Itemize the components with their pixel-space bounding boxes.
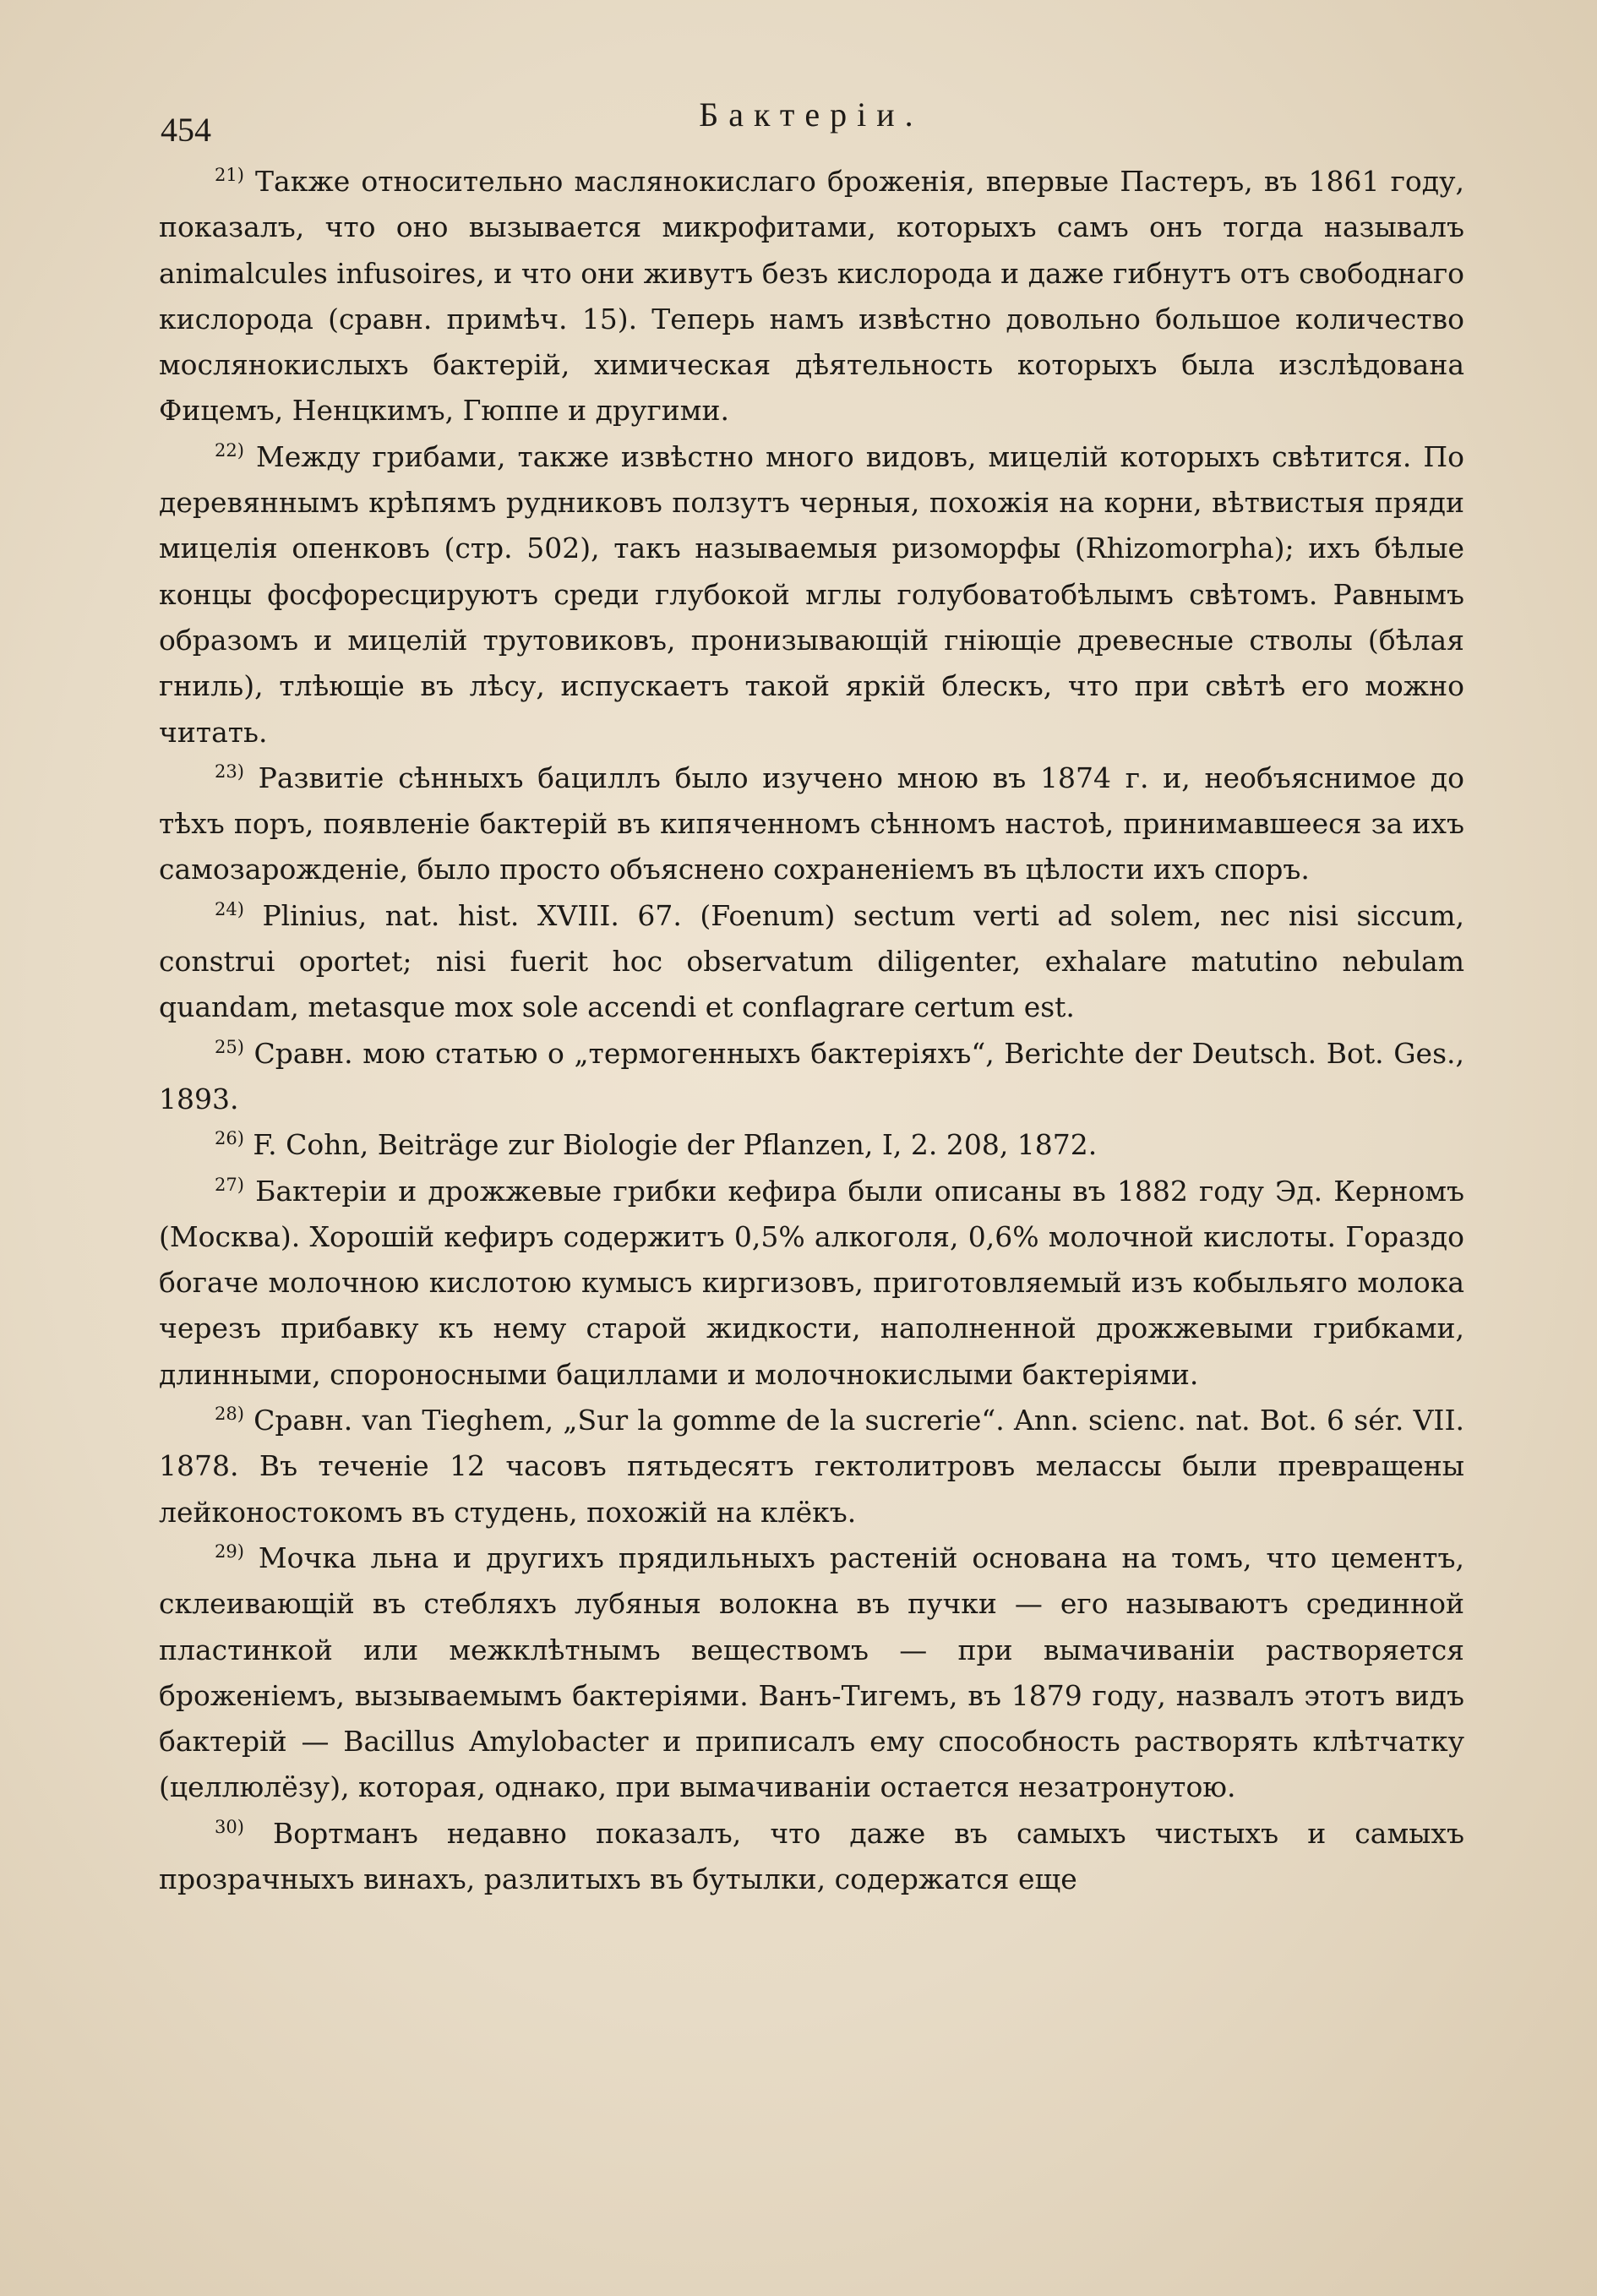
footnote-number: 29)	[215, 1541, 244, 1562]
footnote-number: 22)	[215, 439, 244, 461]
page-number: 454	[161, 111, 211, 149]
footnote-text: Сравн. мою статью о „термогенныхъ бактеріяхъ“, Berichte der Deutsch. Bot. Ges., 1893.	[159, 1036, 1464, 1115]
footnote-text: Мочка льна и другихъ прядильныхъ растеній основана на томъ, что цементъ, склеивающій въ стебляхъ лубяныя волокна въ пучки — его называютъ срединной пластинкой или межклѣтнымъ веществомъ — при вымачиваніи растворяется броженіемъ, вызываемымъ бактеріями. Ванъ-Тигемъ, въ 1879 году, назвалъ этотъ видъ бактерій — Bacillus Amylobacter и приписалъ ему способность растворять клѣтчатку (целлюлёзу), которая, однако, при вымачиваніи остается незатронутою.	[159, 1541, 1464, 1804]
footnote-number: 24)	[215, 898, 244, 919]
footnote-25	[159, 1031, 1464, 1123]
footnote-text: Между грибами, также извѣстно много видовъ, мицелій которыхъ свѣтится. По деревяннымъ крѣпямъ рудниковъ ползутъ черныя, похожія на корни, вѣтвистыя пряди мицелія опенковъ (стр. 502), такъ называемыя ризоморфы (Rhizomorpha); ихъ бѣлые концы фосфоресцируютъ среди глубокой мглы голубоватобѣлымъ свѣтомъ. Равнымъ образомъ и мицелій трутовиковъ, пронизывающій гніющіе древесные стволы (бѣлая гниль), тлѣющіе въ лѣсу, испускаетъ такой яркій блескъ, что при свѣтѣ его можно читать.	[159, 439, 1464, 749]
footnote-23	[159, 755, 1464, 893]
footnote-text: F. Cohn, Beiträge zur Biologie der Pflanzen, I, 2. 208, 1872.	[253, 1128, 1098, 1162]
footnote-text: Вортманъ недавно показалъ, что даже въ самыхъ чистыхъ и самыхъ прозрачныхъ винахъ, разлитыхъ въ бутылки, содержатся еще	[159, 1816, 1465, 1895]
running-title: Бактеріи.	[699, 95, 924, 134]
footnote-text: Plinius, nat. hist. XVIII. 67. (Foenum) sectum verti ad solem, nec nisi siccum, construi oportet; nisi fuerit hoc observatum diligenter, exhalare matutino nebulam quandam, metasque mox sole accendi et conflagrare certum est.	[159, 898, 1464, 1024]
footnote-text: Сравн. van Tieghem, „Sur la gomme de la sucrerie“. Ann. scienc. nat. Bot. 6 sér. VII. 1878. Въ теченіе 12 часовъ пятьдесятъ гектолитровъ мелассы были превращены лейконостокомъ въ студень, похожій на клёкъ.	[159, 1404, 1464, 1529]
footnotes-block	[159, 159, 1464, 1902]
footnote-number: 25)	[215, 1036, 244, 1057]
footnote-27	[159, 1169, 1464, 1398]
footnote-number: 27)	[215, 1174, 244, 1195]
footnote-number: 21)	[215, 165, 244, 185]
footnote-number: 28)	[215, 1404, 244, 1425]
footnote-21	[159, 159, 1464, 434]
footnote-text: Бактеріи и дрожжевые грибки кефира были описаны въ 1882 году Эд. Керномъ (Москва). Хорошій кефиръ содержитъ 0,5% алкоголя, 0,6% молочной кислоты. Гораздо богаче молочною кислотою кумысъ киргизовъ, приготовляемый изъ кобыльяго молока черезъ прибавку къ нему старой жидкости, наполненной дрожжевыми грибками, длинными, спороносными бациллами и молочнокислыми бактеріями.	[159, 1174, 1464, 1391]
footnote-text: Развитіе сѣнныхъ бациллъ было изучено мною въ 1874 г. и, необъяснимое до тѣхъ поръ, появленіе бактерій въ кипяченномъ сѣнномъ настоѣ, принимавшееся за ихъ самозарожденіе, было просто объяснено сохраненіемъ въ цѣлости ихъ споръ.	[159, 761, 1464, 886]
footnote-26	[159, 1122, 1464, 1168]
footnote-24	[159, 893, 1464, 1031]
footnote-30	[159, 1811, 1464, 1903]
footnote-28	[159, 1398, 1464, 1535]
footnote-number: 26)	[215, 1128, 244, 1149]
footnote-22	[159, 434, 1464, 755]
footnote-text: Также относительно маслянокислаго броженія, впервые Пастеръ, въ 1861 году, показалъ, что оно вызывается микрофитами, которыхъ самъ онъ тогда называлъ animalcules infusoires, и что они живутъ безъ кислорода и даже гибнутъ отъ свободнаго кислорода (сравн. примѣч. 15). Теперь намъ извѣстно довольно большое количество мослянокислыхъ бактерій, химическая дѣятельность которыхъ была изслѣдована Фицемъ, Ненцкимъ, Гюппе и другими.	[159, 165, 1464, 428]
footnote-number: 30)	[215, 1816, 244, 1837]
page-header	[161, 95, 1462, 154]
footnote-number: 23)	[215, 761, 244, 782]
footnote-29	[159, 1535, 1464, 1811]
